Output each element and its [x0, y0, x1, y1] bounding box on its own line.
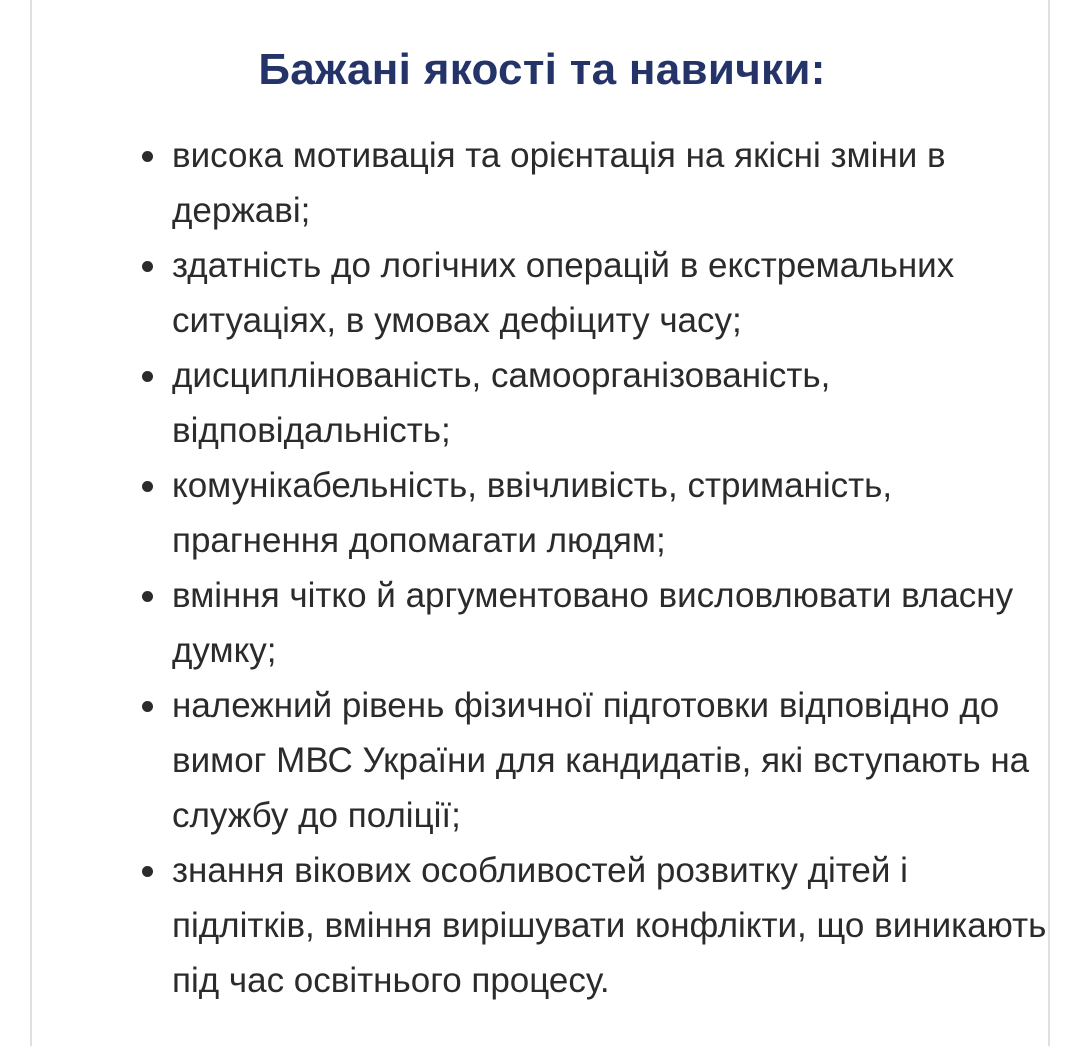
list-item: [142, 348, 1047, 458]
bullet-icon: [142, 151, 153, 162]
qualities-list: [142, 128, 1047, 1008]
list-item-text: знання вікових особливостей розвитку дітей і підлітків, вміння вирішувати конфлікти, що виникають під час освітнього процесу.: [172, 851, 1047, 1000]
bullet-icon: [142, 866, 153, 877]
bullet-icon: [142, 481, 153, 492]
bullet-icon: [142, 591, 153, 602]
list-item: [142, 568, 1047, 678]
bullet-icon: [142, 701, 153, 712]
bullet-icon: [142, 371, 153, 382]
list-item: [142, 238, 1047, 348]
list-item-text: комунікабельність, ввічливість, стриманість, прагнення допомагати людям;: [172, 466, 893, 560]
list-item: [142, 128, 1047, 238]
list-item-text: здатність до логічних операцій в екстремальних ситуаціях, в умовах дефіциту часу;: [172, 246, 955, 340]
list-item-text: дисциплінованість, самоорганізованість, відповідальність;: [172, 356, 831, 450]
list-item: [142, 458, 1047, 568]
list-item-text: висока мотивація та орієнтація на якісні зміни в державі;: [172, 136, 946, 230]
bullet-icon: [142, 261, 153, 272]
list-item-text: належний рівень фізичної підготовки відповідно до вимог МВС України для кандидатів, які вступають на службу до поліції;: [172, 686, 1030, 835]
list-item: [142, 843, 1047, 1008]
list-item-text: вміння чітко й аргументовано висловлювати власну думку;: [172, 576, 1014, 670]
list-item: [142, 678, 1047, 843]
section-title: Бажані якості та навички:: [258, 45, 826, 94]
content-card: [30, 0, 1050, 1046]
